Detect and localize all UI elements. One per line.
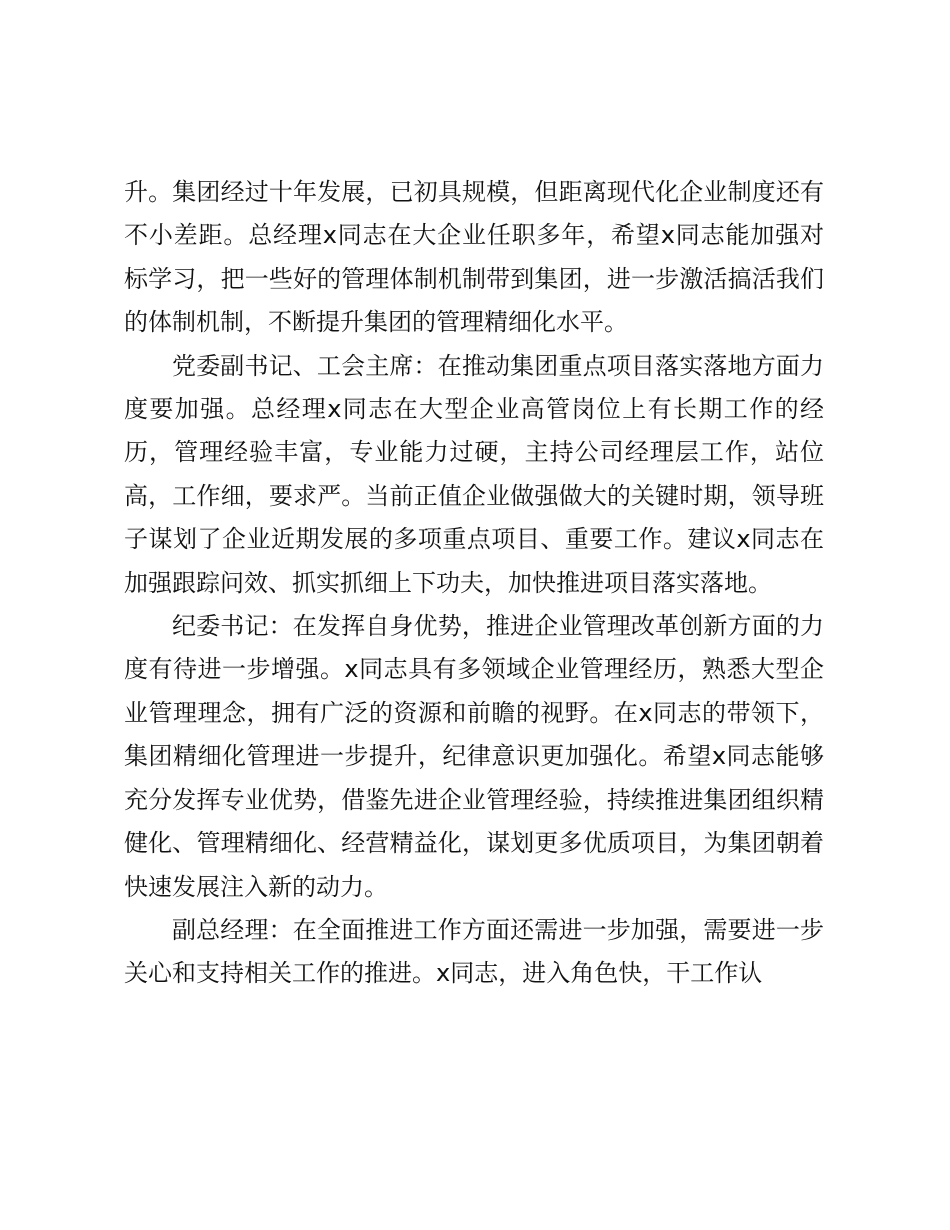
paragraph-continuation: 升。集团经过十年发展，已初具规模，但距离现代化企业制度还有不小差距。总经理x同志在大企业任职多年，希望x同志能加强对标学习，把一些好的管理体制机制带到集团，进一步激活搞活我们的体制机制，不断提升集团的管理精细化水平。: [124, 178, 824, 337]
paragraph-discipline-secretary: 纪委书记：在发挥自身优势，推进企业管理改革创新方面的力度有待进一步增强。x同志具有多领域企业管理经历，熟悉大型企业管理理念，拥有广泛的资源和前瞻的视野。在x同志的带领下，集团精细化管理进一步提升，纪律意识更加强化。希望x同志能够充分发挥专业优势，借鉴先进企业管理经验，持续推进集团组织精健化、管理精细化、经营精益化，谋划更多优质项目，为集团朝着快速发展注入新的动力。: [124, 612, 824, 901]
paragraph-party-deputy-secretary: 党委副书记、工会主席：在推动集团重点项目落实落地方面力度要加强。总经理x同志在大型企业高管岗位上有长期工作的经历，管理经验丰富，专业能力过硬，主持公司经理层工作，站位高，工作细，要求严。当前正值企业做强做大的关键时期，领导班子谋划了企业近期发展的多项重点项目、重要工作。建议x同志在加强跟踪问效、抓实抓细上下功夫，加快推进项目落实落地。: [124, 351, 824, 597]
document-page: [124, 171, 824, 996]
paragraph-deputy-general-manager: 副总经理：在全面推进工作方面还需进一步加强，需要进一步关心和支持相关工作的推进。x同志，进入角色快，干工作认: [124, 915, 824, 988]
